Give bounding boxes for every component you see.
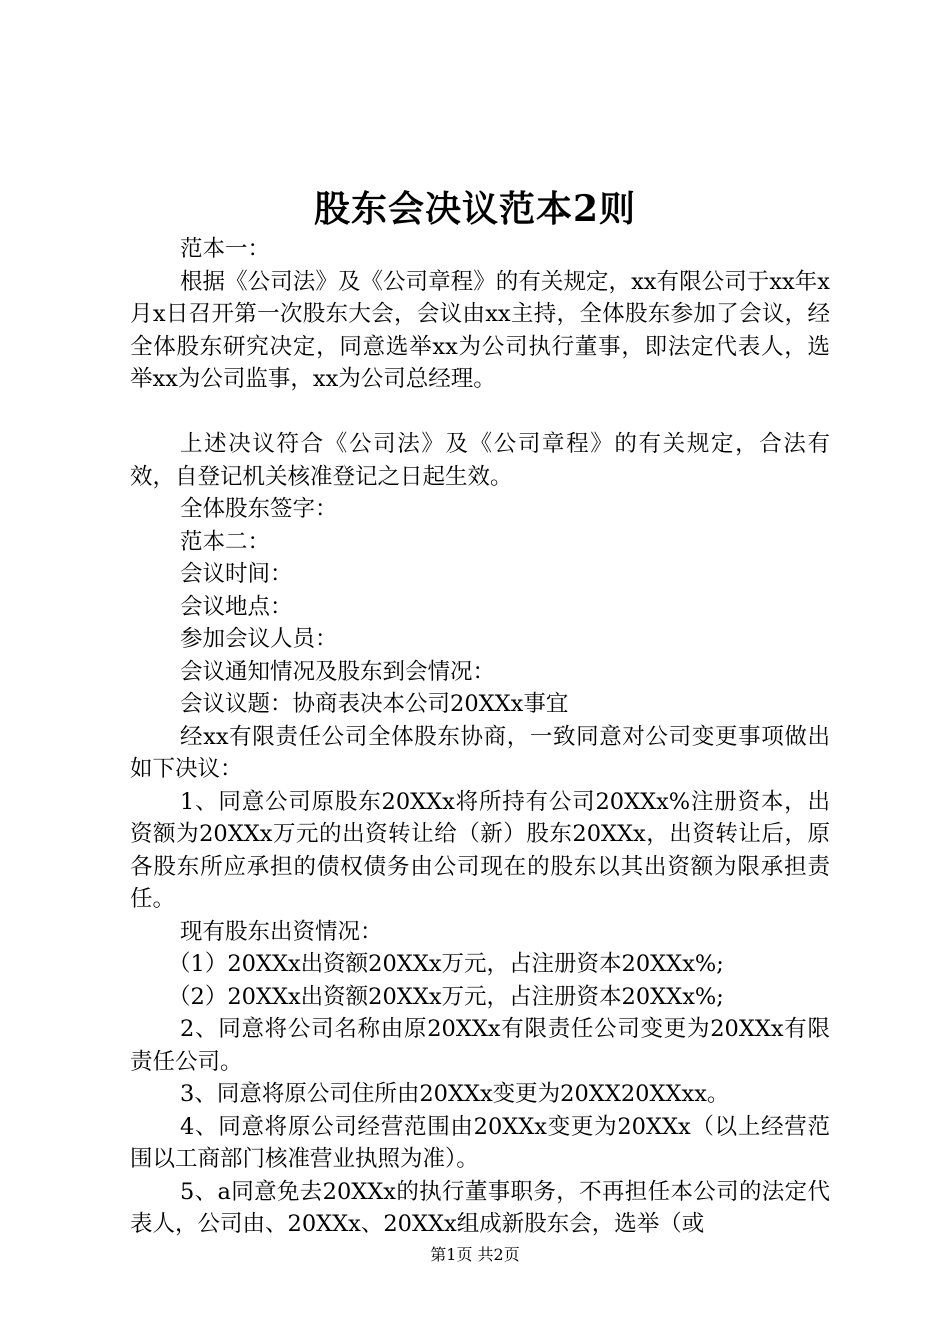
paragraph-resolution-intro: 经xx有限责任公司全体股东协商，一致同意对公司变更事项做出如下决议： <box>130 723 830 782</box>
paragraph-contribution-2: （2）20XXx出资额20XXx万元，占注册资本20XXx%; <box>168 983 724 1010</box>
paragraph-item-3: 3、同意将原公司住所由20XXx变更为20XX20XXxx。 <box>180 1081 730 1107</box>
paragraph-validity: 上述决议符合《公司法》及《公司章程》的有关规定，合法有效，自登记机关核准登记之日起生效。 <box>130 431 830 490</box>
paragraph-sample-one-heading: 范本一： <box>180 236 271 262</box>
paragraph-contributions-heading: 现有股东出资情况： <box>180 918 383 945</box>
paragraph-item-1: 1、同意公司原股东20XXx将所持有公司20XXx%注册资本，出资额为20XXx万元的出资转让给（新）股东20XXx，出资转让后，原各股东所应承担的债权债务由公司现在的股东以其出资额为限承担责任。 <box>130 788 830 912</box>
paragraph-resolution-one: 根据《公司法》及《公司章程》的有关规定，xx有限公司于xx年x月x日召开第一次股东大会，会议由xx主持，全体股东参加了会议，经全体股东研究决定，同意选举xx为公司执行董事，即法定代表人，选举xx为公司监事，xx为公司总经理。 <box>130 268 830 392</box>
paragraph-item-5: 5、a同意免去20XXx的执行董事职务，不再担任本公司的法定代表人，公司由、20XXx、20XXx组成新股东会，选举（或 <box>130 1178 830 1237</box>
paragraph-contribution-1: （1）20XXx出资额20XXx万元，占注册资本20XXx%; <box>168 951 724 977</box>
document-body <box>130 233 830 1241</box>
paragraph-agenda: 会议议题：协商表决本公司20XXx事宜 <box>180 691 569 717</box>
paragraph-notice-status: 会议通知情况及股东到会情况： <box>180 658 496 685</box>
paragraph-sample-two-heading: 范本二： <box>180 528 271 555</box>
page-footer: 第1页 共2页 <box>430 1245 520 1264</box>
document-title: 股东会决议范本2则 <box>313 188 637 230</box>
paragraph-meeting-place: 会议地点： <box>180 593 293 620</box>
paragraph-item-2: 2、同意将公司名称由原20XXx有限责任公司变更为20XXx有限责任公司。 <box>130 1016 830 1075</box>
paragraph-attendees: 参加会议人员： <box>180 626 338 652</box>
paragraph-signatures: 全体股东签字： <box>180 496 338 522</box>
paragraph-meeting-time: 会议时间： <box>180 561 293 587</box>
paragraph-item-4: 4、同意将原公司经营范围由20XXx变更为20XXx（以上经营范围以工商部门核准营业执照为准）。 <box>130 1113 830 1172</box>
